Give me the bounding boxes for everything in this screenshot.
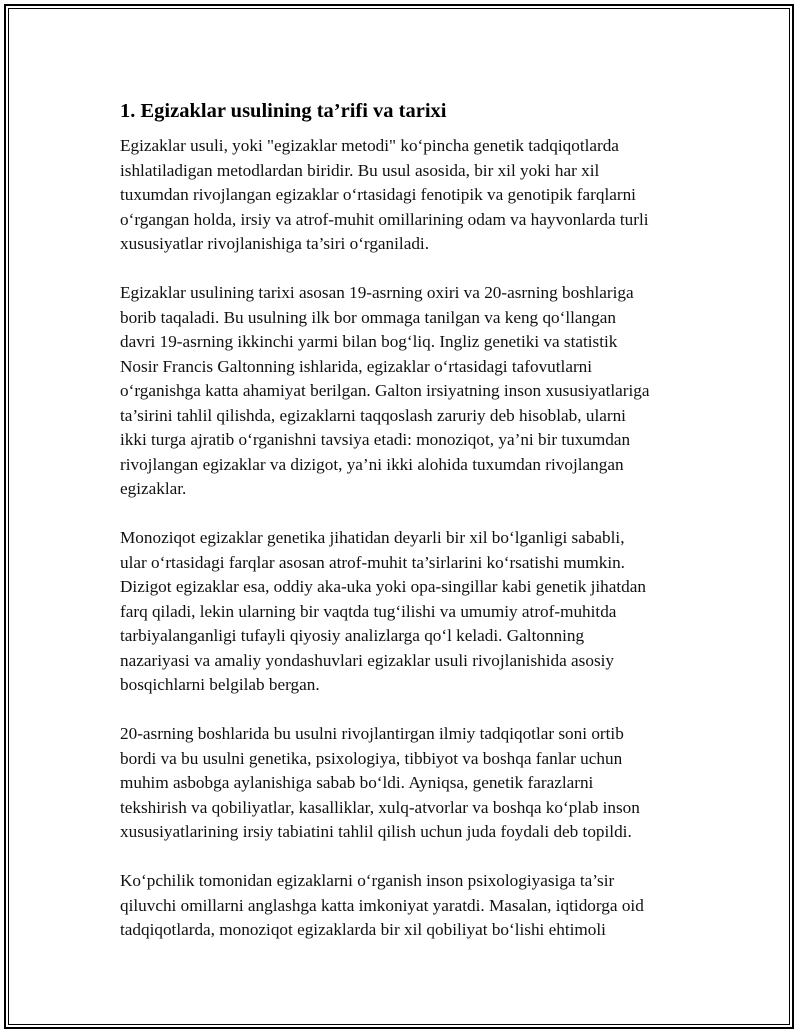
- text-line: tekshirish va qobiliyatlar, kasalliklar, xulq-atvorlar va boshqa ko‘plab inson: [120, 797, 640, 817]
- text-line: tarbiyalanganligi tufayli qiyosiy analizlarga qo‘l keladi. Galtonning: [120, 626, 585, 645]
- text-line: 20-asrning boshlarida bu usulni rivojlantirgan ilmiy tadqiqotlar soni ortib: [120, 724, 624, 743]
- text-line: nazariyasi va amaliy yondashuvlari egizaklar usuli rivojlanishida asosiy: [120, 650, 614, 670]
- text-line: Monoziqot egizaklar genetika jihatidan deyarli bir xil bo‘lganligi sababli,: [120, 528, 625, 547]
- text-line: ikki turga ajratib o‘rganishni tavsiya etadi: monoziqot, ya’ni bir tuxumdan: [120, 430, 631, 449]
- paragraph-5: [120, 869, 700, 943]
- section-heading: 1. Egizaklar usulining ta’rifi va tarixi: [120, 100, 447, 122]
- text-line: farq qiladi, lekin ularning bir vaqtda tug‘ilishi va umumiy atrof-muhitda: [120, 601, 617, 621]
- text-line: tuxumdan rivojlangan egizaklar o‘rtasidagi fenotipik va genotipik farqlarni: [120, 185, 636, 204]
- paragraph-2: [120, 281, 700, 502]
- paragraph-1: [120, 134, 700, 257]
- paragraph-4: [120, 722, 700, 845]
- text-line: tadqiqotlarda, monoziqot egizaklarda bir xil qobiliyat bo‘lishi ehtimoli: [120, 920, 606, 939]
- text-line: ular o‘rtasidagi farqlar asosan atrof-muhit ta’sirlarini ko‘rsatishi mumkin.: [120, 552, 625, 572]
- text-line: Nosir Francis Galtonning ishlarida, egizaklar o‘rtasidagi tafovutlarni: [120, 356, 593, 376]
- text-line: Egizaklar usulining tarixi asosan 19-asrning oxiri va 20-asrning boshlariga: [120, 283, 634, 302]
- paragraph-3: [120, 526, 700, 698]
- text-line: rivojlangan egizaklar va dizigot, ya’ni ikki alohida tuxumdan rivojlangan: [120, 454, 624, 474]
- document-page: [4, 4, 794, 1029]
- document-content: [120, 97, 700, 967]
- text-line: xususiyatlar rivojlanishiga ta’siri o‘rganiladi.: [120, 234, 429, 253]
- text-line: o‘rgangan holda, irsiy va atrof-muhit omillarining odam va hayvonlarda turli: [120, 209, 649, 229]
- text-line: Ko‘pchilik tomonidan egizaklarni o‘rganish inson psixologiyasiga ta’sir: [120, 871, 615, 890]
- text-line: muhim asbobga aylanishiga sabab bo‘ldi. Ayniqsa, genetik farazlarni: [120, 773, 594, 792]
- text-line: bordi va bu usulni genetika, psixologiya, tibbiyot va boshqa fanlar uchun: [120, 748, 623, 768]
- text-line: davri 19-asrning ikkinchi yarmi bilan bog‘liq. Ingliz genetiki va statistik: [120, 332, 618, 351]
- text-line: Egizaklar usuli, yoki "egizaklar metodi" ko‘pincha genetik tadqiqotlarda: [120, 136, 619, 155]
- text-line: egizaklar.: [120, 479, 187, 498]
- text-line: Dizigot egizaklar esa, oddiy aka-uka yoki opa-singillar kabi genetik jihatdan: [120, 577, 646, 596]
- text-line: bosqichlarni belgilab bergan.: [120, 675, 320, 694]
- text-line: o‘rganishga katta ahamiyat berilgan. Galton irsiyatning inson xususiyatlariga: [120, 381, 650, 400]
- text-line: borib taqaladi. Bu usulning ilk bor ommaga tanilgan va keng qo‘llangan: [120, 307, 616, 327]
- text-line: ishlatiladigan metodlardan biridir. Bu usul asosida, bir xil yoki har xil: [120, 160, 600, 180]
- text-line: qiluvchi omillarni anglashga katta imkoniyat yaratdi. Masalan, iqtidorga oid: [120, 895, 644, 915]
- text-line: xususiyatlarining irsiy tabiatini tahlil qilish uchun juda foydali deb topildi.: [120, 822, 632, 841]
- text-line: ta’sirini tahlil qilishda, egizaklarni taqqoslash zaruriy deb hisoblab, ularni: [120, 405, 626, 425]
